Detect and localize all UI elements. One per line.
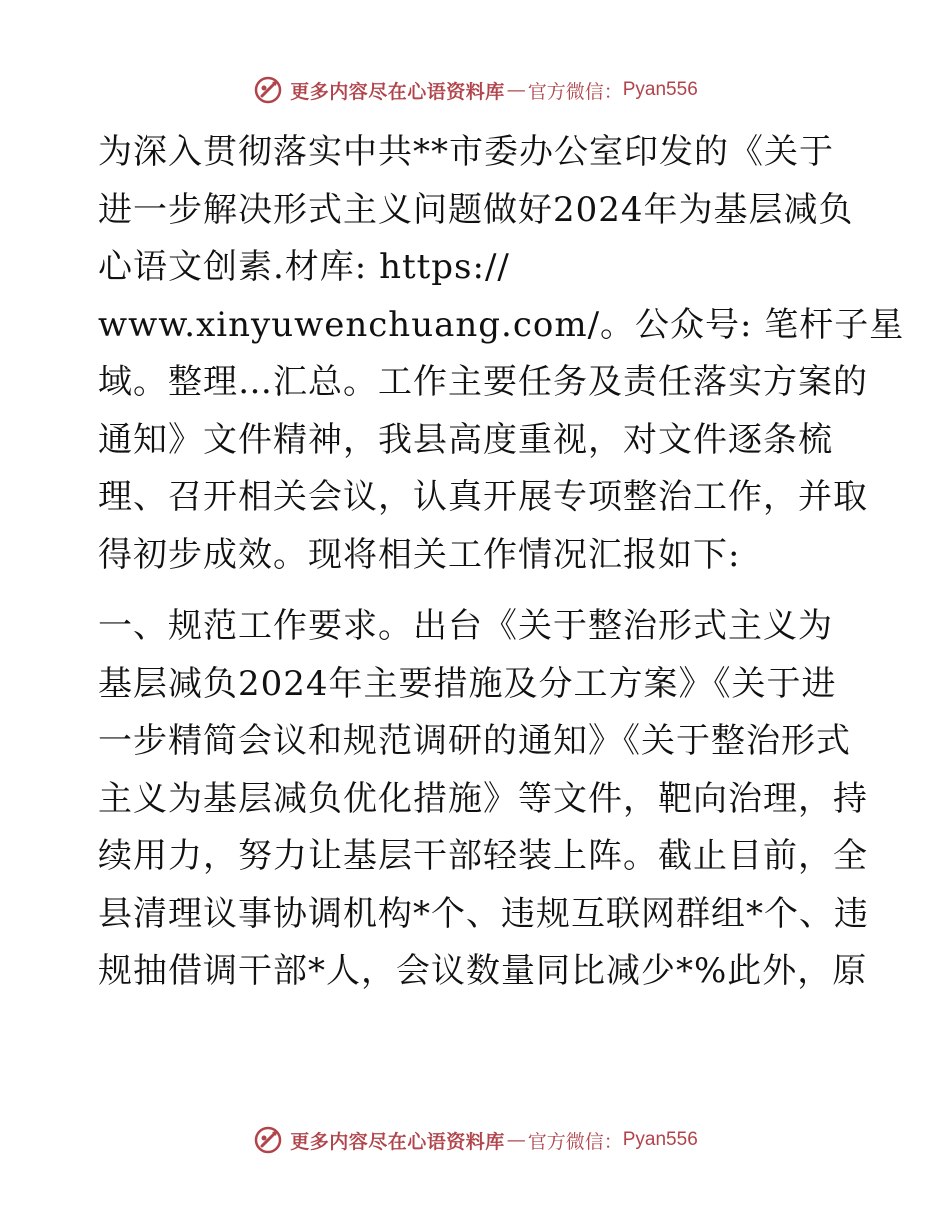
- text-line: 县清理议事协调机构*个、违规互联网群组*个、违: [98, 893, 869, 934]
- text-line: 一步精简会议和规范调研的通知》《关于整治形式: [98, 721, 851, 761]
- header-handle: Pyan556: [622, 79, 698, 100]
- text-line: www.xinyuwenchuang.com/。公众号: 笔杆子星: [98, 304, 905, 345]
- text-line: 得初步成效。现将相关工作情况汇报如下:: [98, 534, 741, 575]
- header-brand: 更多内容尽在心语资料库: [290, 80, 505, 103]
- footer-contact-label: 官方微信：: [527, 1130, 623, 1153]
- text-line: 主义为基层减负优化措施》等文件，靶向治理，持: [98, 778, 868, 819]
- text-line: 基层减负2024年主要措施及分工方案》《关于进: [98, 663, 837, 704]
- footer-separator: —: [506, 1129, 526, 1151]
- header-banner: [0, 70, 950, 110]
- document-body: [98, 124, 905, 1001]
- text-line: 续用力，努力让基层干部轻装上阵。截止目前，全: [98, 836, 868, 876]
- text-line: 进一步解决形式主义问题做好2024年为基层减负: [98, 189, 854, 230]
- text-line: 为深入贯彻落实中共**市委办公室印发的《关于: [98, 132, 834, 172]
- text-line: 理、召开相关会议，认真开展专项整治工作，并取: [98, 477, 868, 517]
- header-separator: —: [506, 79, 526, 101]
- text-line: 规抽借调干部*人，会议数量同比减少*%此外，原: [98, 951, 868, 991]
- paragraph-intro: [98, 124, 905, 584]
- logo-icon: [252, 74, 284, 106]
- text-line: 一、规范工作要求。出台《关于整治形式主义为: [98, 606, 833, 646]
- text-line: 通知》文件精神，我县高度重视，对文件逐条梳: [98, 419, 833, 460]
- text-line: 心语文创素.材库: https://: [98, 247, 510, 287]
- footer-banner: [0, 1120, 950, 1160]
- text-line: 域。整理…汇总。工作主要任务及责任落实方案的: [98, 362, 868, 402]
- paragraph-section-one: [98, 598, 869, 1001]
- header-contact-label: 官方微信：: [527, 80, 623, 103]
- logo-icon: [252, 1124, 284, 1156]
- footer-handle: Pyan556: [622, 1129, 698, 1150]
- footer-brand: 更多内容尽在心语资料库: [290, 1130, 505, 1153]
